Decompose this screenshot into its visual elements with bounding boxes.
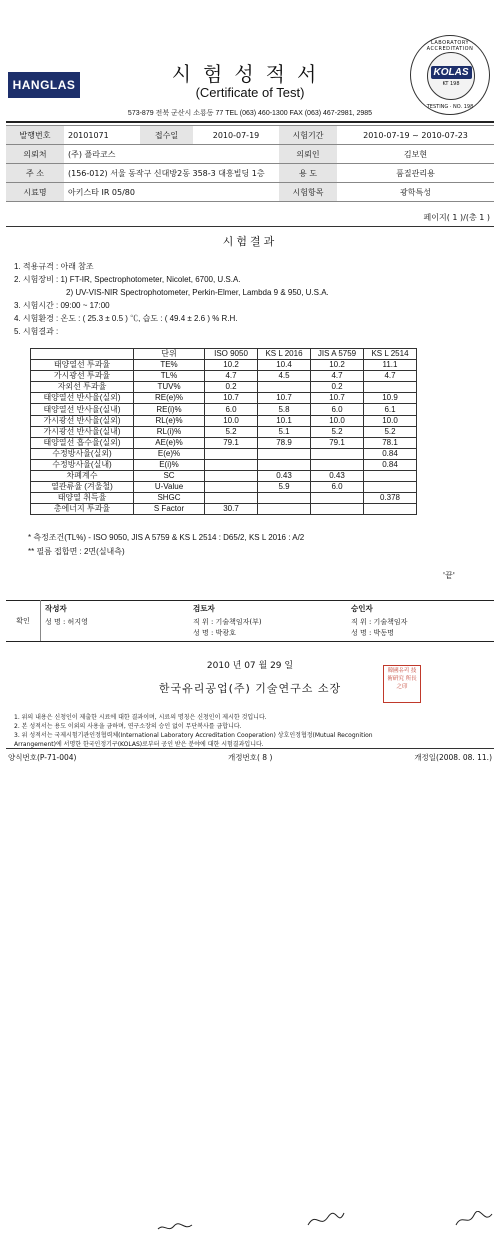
property-unit: AE(e)% <box>134 437 205 448</box>
page-indicator: 페이지( 1 )/(총 1 ) <box>423 213 490 222</box>
property-unit: SC <box>134 471 205 482</box>
results-row <box>31 471 417 482</box>
info-value: 2010-07-19 <box>193 126 279 145</box>
approver-cell <box>347 601 494 642</box>
reviewer-cell <box>189 601 347 642</box>
property-name: 수정방사율(실외) <box>31 448 134 459</box>
approver-role: 직 위 : 기술책임자 <box>351 618 408 626</box>
results-row <box>31 404 417 415</box>
property-value: 5.2 <box>364 426 417 437</box>
property-value: 4.5 <box>258 371 311 382</box>
organization-name: 한국유리공업(주) 기술연구소 소장 <box>158 682 342 695</box>
author-cell <box>41 601 190 642</box>
property-unit: U-Value <box>134 482 205 493</box>
property-value: 0.378 <box>364 493 417 504</box>
document-title: 시험성적서 <box>171 62 329 86</box>
property-unit: E(i)% <box>134 459 205 470</box>
property-unit: RL(e)% <box>134 415 205 426</box>
property-value: 79.1 <box>205 437 258 448</box>
info-label: 시료명 <box>6 183 64 202</box>
property-value <box>258 459 311 470</box>
property-value <box>364 482 417 493</box>
info-value: 20101071 <box>64 126 140 145</box>
info-label: 시험항목 <box>279 183 337 202</box>
property-value <box>258 382 311 393</box>
revision-number: 개정번호( 8 ) <box>228 753 273 762</box>
info-table <box>6 125 494 202</box>
property-value: 5.8 <box>258 404 311 415</box>
property-value <box>205 459 258 470</box>
test-item: 2) UV-VIS-NIR Spectrophotometer, Perkin-Elmer, Lambda 9 & 950, U.S.A. <box>66 288 329 297</box>
info-row <box>6 183 494 202</box>
property-value: 10.4 <box>258 360 311 371</box>
property-unit: RE(e)% <box>134 393 205 404</box>
header-divider <box>6 121 494 123</box>
info-label: 접수일 <box>140 126 193 145</box>
results-row <box>31 493 417 504</box>
info-label: 의뢰인 <box>279 145 337 164</box>
property-value <box>258 448 311 459</box>
author-title: 작성자 <box>45 604 67 613</box>
property-unit: S Factor <box>134 504 205 515</box>
results-row <box>31 371 417 382</box>
results-header-row <box>31 349 417 360</box>
approver-signature <box>454 1211 494 1229</box>
approver-title: 승인자 <box>351 604 373 613</box>
property-value: 10.0 <box>311 415 364 426</box>
results-row <box>31 482 417 493</box>
info-label: 주 소 <box>6 164 64 183</box>
issue-date: 2010 년 07 월 29 일 <box>206 661 294 671</box>
property-value <box>364 382 417 393</box>
reviewer-signature <box>306 1211 346 1229</box>
info-value: (주) 플라코스 <box>64 145 279 164</box>
property-value: 5.2 <box>205 426 258 437</box>
property-value: 6.0 <box>311 404 364 415</box>
property-value: 0.2 <box>311 382 364 393</box>
results-row <box>31 426 417 437</box>
revision-date: 개정일(2008. 08. 11.) <box>414 753 492 762</box>
measurement-note: * 측정조건(TL%) - ISO 9050, JIS A 5759 & KS L 2514 : D65/2, KS L 2016 : A/2 <box>28 533 305 542</box>
property-value: 4.7 <box>311 371 364 382</box>
info-value: 품질관리용 <box>337 164 494 183</box>
signature-row <box>6 601 494 642</box>
results-row <box>31 360 417 371</box>
property-value <box>311 504 364 515</box>
remark-line: 3. 위 성적서는 국제시험기관인정협력체(International Laboratory Accreditation Cooperation) 상호인정협정(Mutual Recognition <box>14 732 373 739</box>
property-value: 30.7 <box>205 504 258 515</box>
property-name: 태양열선 반사율(실내) <box>31 404 134 415</box>
footer-divider <box>6 748 494 749</box>
property-value <box>205 471 258 482</box>
property-value: 79.1 <box>311 437 364 448</box>
property-value: 5.1 <box>258 426 311 437</box>
signature-table <box>6 600 494 642</box>
property-value: 6.0 <box>311 482 364 493</box>
company-logo: HANGLAS <box>8 72 80 98</box>
info-label: 시험기간 <box>279 126 337 145</box>
kolas-ring-bottom: TESTING · NO. 198 <box>426 104 474 110</box>
info-row <box>6 145 494 164</box>
column-header: KS L 2016 <box>258 349 311 360</box>
property-value: 10.9 <box>364 393 417 404</box>
property-value: 10.7 <box>258 393 311 404</box>
property-name: 태양열선 흡수율(실외) <box>31 437 134 448</box>
reviewer-role: 직 위 : 기술책임자(부) <box>193 618 262 626</box>
info-value: 2010-07-19 ~ 2010-07-23 <box>337 126 494 145</box>
kolas-number: KT 198 <box>442 80 460 87</box>
property-name: 열관류율 (겨울철) <box>31 482 134 493</box>
property-unit: TE% <box>134 360 205 371</box>
property-value: 10.7 <box>205 393 258 404</box>
property-name: 수정방사율(실내) <box>31 459 134 470</box>
property-value: 4.7 <box>364 371 417 382</box>
property-value: 78.9 <box>258 437 311 448</box>
property-name: 차폐계수 <box>31 471 134 482</box>
property-name: 태양열선 투과율 <box>31 360 134 371</box>
property-name: 가시광선 투과율 <box>31 371 134 382</box>
results-row <box>31 504 417 515</box>
section-divider <box>6 226 494 227</box>
property-value: 10.0 <box>205 415 258 426</box>
test-item: 3. 시험시간 : 09:00 ~ 17:00 <box>14 301 110 310</box>
property-value: 10.7 <box>311 393 364 404</box>
kolas-accreditation-seal <box>410 35 490 115</box>
info-value: 아키스타 IR 05/80 <box>64 183 279 202</box>
kolas-emblem <box>427 52 475 100</box>
property-name: 가시광선 반사율(실외) <box>31 415 134 426</box>
property-value: 10.1 <box>258 415 311 426</box>
property-value <box>258 504 311 515</box>
results-row <box>31 393 417 404</box>
property-value <box>205 493 258 504</box>
property-value <box>364 504 417 515</box>
results-row <box>31 415 417 426</box>
remarks <box>14 712 373 748</box>
results-row <box>31 437 417 448</box>
confirm-label: 확인 <box>6 601 41 642</box>
property-unit: RE(i)% <box>134 404 205 415</box>
test-items <box>14 260 329 338</box>
info-row <box>6 164 494 183</box>
property-name: 가시광선 반사율(실내) <box>31 426 134 437</box>
info-label: 의뢰처 <box>6 145 64 164</box>
property-value <box>205 482 258 493</box>
property-value <box>311 493 364 504</box>
author-name: 성 명 : 허지영 <box>45 618 88 626</box>
test-item: 2. 시험장비 : 1) FT-IR, Spectrophotometer, Nicolet, 6700, U.S.A. <box>14 275 241 284</box>
property-value: 0.84 <box>364 448 417 459</box>
kolas-mark: KOLAS <box>431 66 472 79</box>
remark-line: Arrangement)에 서명한 한국인정기구(KOLAS)로부터 공인 받은 분야에 대한 시험결과입니다. <box>14 741 264 748</box>
property-value: 6.0 <box>205 404 258 415</box>
column-header: JIS A 5759 <box>311 349 364 360</box>
property-name: 태양열 취득율 <box>31 493 134 504</box>
property-unit: TUV% <box>134 382 205 393</box>
property-unit: RL(i)% <box>134 426 205 437</box>
property-unit: TL% <box>134 371 205 382</box>
info-value: (156-012) 서울 동작구 신대방2동 358-3 대흥빌딩 1층 <box>64 164 279 183</box>
property-name: 총에너지 투과율 <box>31 504 134 515</box>
column-header: KS L 2514 <box>364 349 417 360</box>
property-value: 0.84 <box>364 459 417 470</box>
reviewer-title: 검토자 <box>193 604 215 613</box>
company-address: 573-879 전북 군산시 소룡동 77 TEL (063) 460-1300 FAX (063) 467-2981, 2985 <box>127 110 373 117</box>
info-value: 광학특성 <box>337 183 494 202</box>
column-header: ISO 9050 <box>205 349 258 360</box>
document-subtitle: (Certificate of Test) <box>195 85 305 100</box>
column-header <box>31 349 134 360</box>
property-unit: SHGC <box>134 493 205 504</box>
column-header: 단위 <box>134 349 205 360</box>
property-value: 10.2 <box>205 360 258 371</box>
property-value: 0.43 <box>311 471 364 482</box>
property-value <box>311 459 364 470</box>
test-item: 4. 시험환경 : 온도 : ( 25.3 ± 0.5 ) ℃, 습도 : ( 49.4 ± 2.6 ) % R.H. <box>14 314 238 323</box>
property-value: 11.1 <box>364 360 417 371</box>
property-value: 10.0 <box>364 415 417 426</box>
results-title: 시험결과 <box>222 235 278 248</box>
author-signature <box>156 1221 196 1233</box>
end-mark: '끝' <box>442 571 455 580</box>
property-value <box>205 448 258 459</box>
property-value: 5.2 <box>311 426 364 437</box>
official-seal: 韓國유리 技術硏究 所長之印 <box>383 665 421 703</box>
property-value: 6.1 <box>364 404 417 415</box>
film-note: ** 필름 접합면 : 2면(실내측) <box>28 547 125 556</box>
property-name: 태양열선 반사율(실외) <box>31 393 134 404</box>
property-unit: E(e)% <box>134 448 205 459</box>
reviewer-name: 성 명 : 박광호 <box>193 629 236 637</box>
results-row <box>31 448 417 459</box>
kolas-ring-top: LABORATORY ACCREDITATION <box>426 40 474 52</box>
info-label: 발행번호 <box>6 126 64 145</box>
results-table <box>30 348 417 515</box>
approver-name: 성 명 : 박동명 <box>351 629 394 637</box>
remark-line: 2. 본 성적서는 용도 이외의 사용을 금하며, 연구소장의 승인 없이 무단복사를 금합니다. <box>14 723 242 730</box>
test-item: 1. 적용규격 : 아래 참조 <box>14 262 94 271</box>
property-value: 4.7 <box>205 371 258 382</box>
remark-line: 1. 위의 내용은 신청인이 제출한 시료에 대한 결과이며, 시료의 명칭은 신청인이 제시한 것입니다. <box>14 714 267 721</box>
results-row <box>31 382 417 393</box>
property-value: 0.2 <box>205 382 258 393</box>
property-value: 78.1 <box>364 437 417 448</box>
property-value <box>258 493 311 504</box>
info-value: 김보현 <box>337 145 494 164</box>
test-item: 5. 시험결과 : <box>14 327 59 336</box>
property-value: 0.43 <box>258 471 311 482</box>
info-row <box>6 126 494 145</box>
property-value: 5.9 <box>258 482 311 493</box>
property-value <box>364 471 417 482</box>
property-value: 10.2 <box>311 360 364 371</box>
property-name: 자외선 투과율 <box>31 382 134 393</box>
property-value <box>311 448 364 459</box>
form-number: 양식번호(P-71-004) <box>8 753 77 762</box>
results-row <box>31 459 417 470</box>
info-label: 용 도 <box>279 164 337 183</box>
